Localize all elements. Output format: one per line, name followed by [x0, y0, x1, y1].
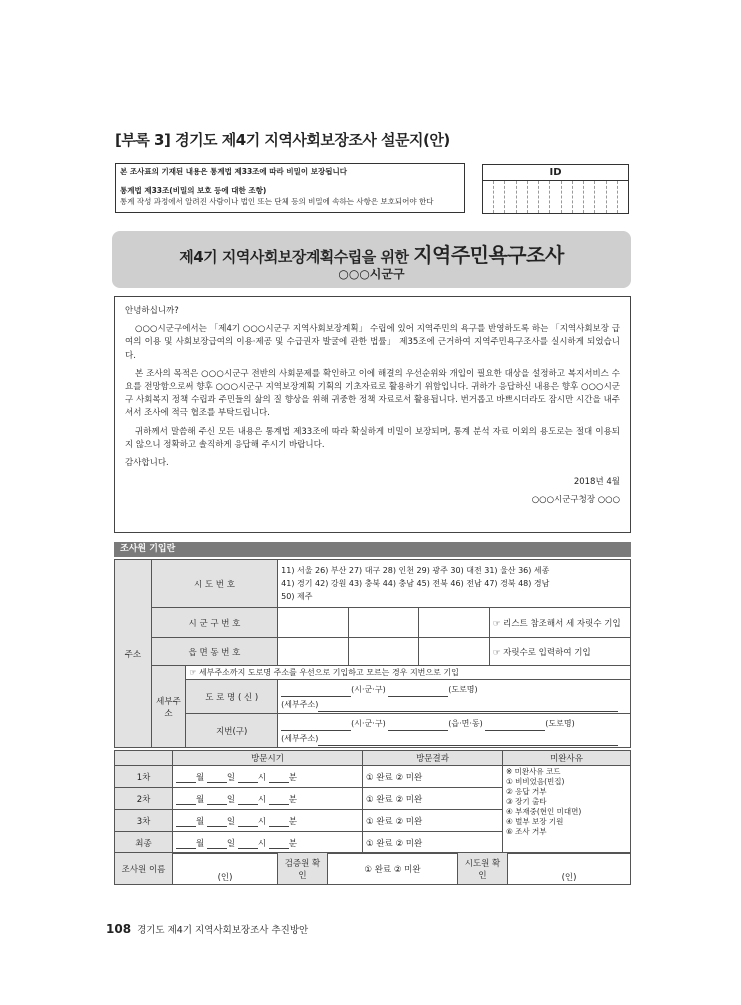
eup-digit-2[interactable]	[348, 638, 419, 666]
jibun-detail-caption: (세부주소)	[281, 733, 319, 743]
appendix-heading: [부록 3] 경기도 제4기 지역사회보장조사 설문지(안)	[115, 131, 450, 149]
surveyor-name-field[interactable]: (인)	[173, 853, 278, 885]
footer-text: 경기도 제4기 지역사회보장조사 추진방안	[137, 925, 309, 936]
incomplete-reason-header: 미완사유	[503, 751, 631, 766]
intro-paragraph-3: 귀하께서 말씀해 주신 모든 내용은 통계법 제33조에 따라 확실하게 비밀이 보장되며, 통계 분석 자료 이외의 용도로는 절대 이용되지 않으니 정확하고 솔직하게 응답해 주시기 바랍니다.	[125, 426, 620, 450]
visit-datetime-field[interactable]: 월 일 시 분	[173, 832, 363, 854]
supervisor-sign-field[interactable]: (인)	[508, 853, 631, 885]
reason-title: ※ 미완사유 코드	[506, 767, 561, 776]
visit-round-label: 3차	[115, 810, 173, 832]
survey-title	[112, 239, 631, 268]
eup-note: ☞ 자릿수로 입력하여 기입	[489, 638, 630, 666]
id-box[interactable]	[482, 164, 629, 214]
intro-signature: ○○○시군구청장 ○○○	[531, 495, 620, 506]
visit-datetime-field[interactable]: 월 일 시 분	[173, 766, 363, 788]
section-header: 조사원 기입란	[114, 542, 631, 557]
jibun-address-field[interactable]	[278, 714, 631, 748]
intro-paragraph-2: 본 조사의 목적은 ○○○시군구 전반의 사회문제를 확인하고 이에 해결의 우선순위와 개입이 필요한 대상을 설정하고 복지서비스 수요를 전망함으로써 향후 ○○○시군구 지역보장계획 기획의 기초자료로 활용하기 위함입니다. 귀하가 응답하신 내용은 향후 ○○○시군구 사회복지 정책 수립과 주민들의 삶의 질 향상을 위해 귀중한 정책 자료로서 활용됩니다. 번거롭고 바쁘시더라도 잠시만 시간을 내주셔서 조사에 적극 협조를 부탁드립니다.	[125, 368, 620, 419]
survey-title-banner	[112, 231, 631, 288]
eup-label: 읍 면 동 번 호	[151, 638, 277, 666]
visit-datetime-field[interactable]: 월 일 시 분	[173, 788, 363, 810]
visit-result-options[interactable]: ① 완료 ② 미완	[363, 788, 503, 810]
id-label: ID	[483, 165, 628, 181]
checker-label: 검증원 확인	[278, 853, 328, 885]
id-cells[interactable]	[483, 181, 628, 213]
visit-result-options[interactable]: ① 완료 ② 미완	[363, 832, 503, 854]
sido-codes[interactable]	[278, 560, 631, 608]
address-label: 주소	[115, 560, 152, 748]
intro-paragraph-1: ○○○시군구에서는 「제4기 ○○○시군구 지역사회보장계획」 수립에 있어 지역주민의 욕구를 반영하도록 하는 「지역사회보장 급여의 이용 및 사회보장급여의 이용·제공 및 수급권자 발굴에 관한 법률」 제35조에 근거하여 지역주민욕구조사를 실시하게 되었습니다.	[125, 324, 620, 361]
detail-address-label: 세부주소	[151, 666, 185, 748]
eup-digit-3[interactable]	[419, 638, 490, 666]
page-footer	[106, 922, 308, 936]
visit-result-options[interactable]: ① 완료 ② 미완	[363, 766, 503, 788]
intro-greeting: 안녕하십니까?	[125, 306, 179, 316]
sigungu-note: ☞ 리스트 참조해서 세 자릿수 기입	[489, 608, 630, 638]
address-table	[114, 559, 631, 748]
detail-address-note: ☞ 세부주소까지 도로명 주소를 우선으로 기입하고 모르는 경우 지번으로 기입	[186, 666, 631, 680]
confidentiality-line3: 통계 작성 과정에서 알려진 사람이나 법인 또는 단체 등의 비밀에 속하는 사항은 보호되어야 한다	[120, 197, 434, 206]
visit-round-label: 1차	[115, 766, 173, 788]
sido-codes-line2: 41) 경기 42) 강원 43) 충북 44) 충남 45) 전북 46) 전남 47) 경북 48) 경남	[281, 579, 550, 588]
sido-codes-line3: 50) 제주	[281, 592, 313, 601]
incomplete-reason-codes: ※ 미완사유 코드 ① 비비었음(빈집) ② 응답 거부 ③ 장기 출타 ④ 부재중(현인 미대면) ④ 벌부 보장 기원 ⑥ 조사 거부	[503, 766, 631, 854]
road-detail-caption: (세부주소)	[281, 699, 319, 709]
sigungu-digit-1[interactable]	[278, 608, 349, 638]
visit-result-header: 방문결과	[363, 751, 503, 766]
visit-time-header: 방문시기	[173, 751, 363, 766]
intro-thanks: 감사합니다.	[125, 458, 169, 469]
supervisor-label: 시도원 확인	[458, 853, 508, 885]
road-name-caption: (도로명)	[448, 684, 478, 694]
visit-round-label: 최종	[115, 832, 173, 854]
intro-date: 2018년 4월	[573, 477, 620, 488]
confidentiality-line1: 본 조사표의 기재된 내용은 통계법 제33조에 따라 비밀이 보장됩니다	[120, 167, 347, 176]
sigungu-digit-3[interactable]	[419, 608, 490, 638]
road-address-label: 도 로 명 ( 신 )	[186, 680, 278, 714]
survey-title-main: 지역주민욕구조사	[413, 243, 564, 267]
sigungu-label: 시 군 구 번 호	[151, 608, 277, 638]
visit-round-label: 2차	[115, 788, 173, 810]
visit-datetime-field[interactable]: 월 일 시 분	[173, 810, 363, 832]
surveyor-name-label: 조사원 이름	[115, 853, 173, 885]
eup-digit-1[interactable]	[278, 638, 349, 666]
confidentiality-line2: 통계법 제33조(비밀의 보호 등에 대한 조항)	[120, 186, 267, 195]
intro-letter	[114, 296, 631, 533]
road-sigungu-caption: (시·군·구)	[351, 684, 386, 694]
road-address-field[interactable]	[278, 680, 631, 714]
jibun-eup-caption: (읍·면·동)	[448, 718, 483, 728]
confidentiality-notice	[115, 163, 465, 213]
survey-subtitle: ○○○시군구	[338, 267, 405, 281]
checker-result-options[interactable]: ① 완료 ② 미완	[328, 853, 458, 885]
visit-row	[115, 766, 631, 788]
jibun-address-label: 지번(구)	[186, 714, 278, 748]
signoff-table	[114, 852, 631, 885]
jibun-num-caption: (도로명)	[545, 718, 575, 728]
visit-result-options[interactable]: ① 완료 ② 미완	[363, 810, 503, 832]
visit-table	[114, 750, 631, 854]
jibun-sigungu-caption: (시·군·구)	[351, 718, 386, 728]
page-number: 108	[106, 922, 132, 936]
sido-label: 시 도 번 호	[151, 560, 277, 608]
sido-codes-line1: 11) 서울 26) 부산 27) 대구 28) 인천 29) 광주 30) 대전 31) 울산 36) 세종	[281, 566, 550, 575]
survey-title-prefix: 제4기 지역사회보장계획수립을 위한	[179, 248, 409, 266]
sigungu-digit-2[interactable]	[348, 608, 419, 638]
